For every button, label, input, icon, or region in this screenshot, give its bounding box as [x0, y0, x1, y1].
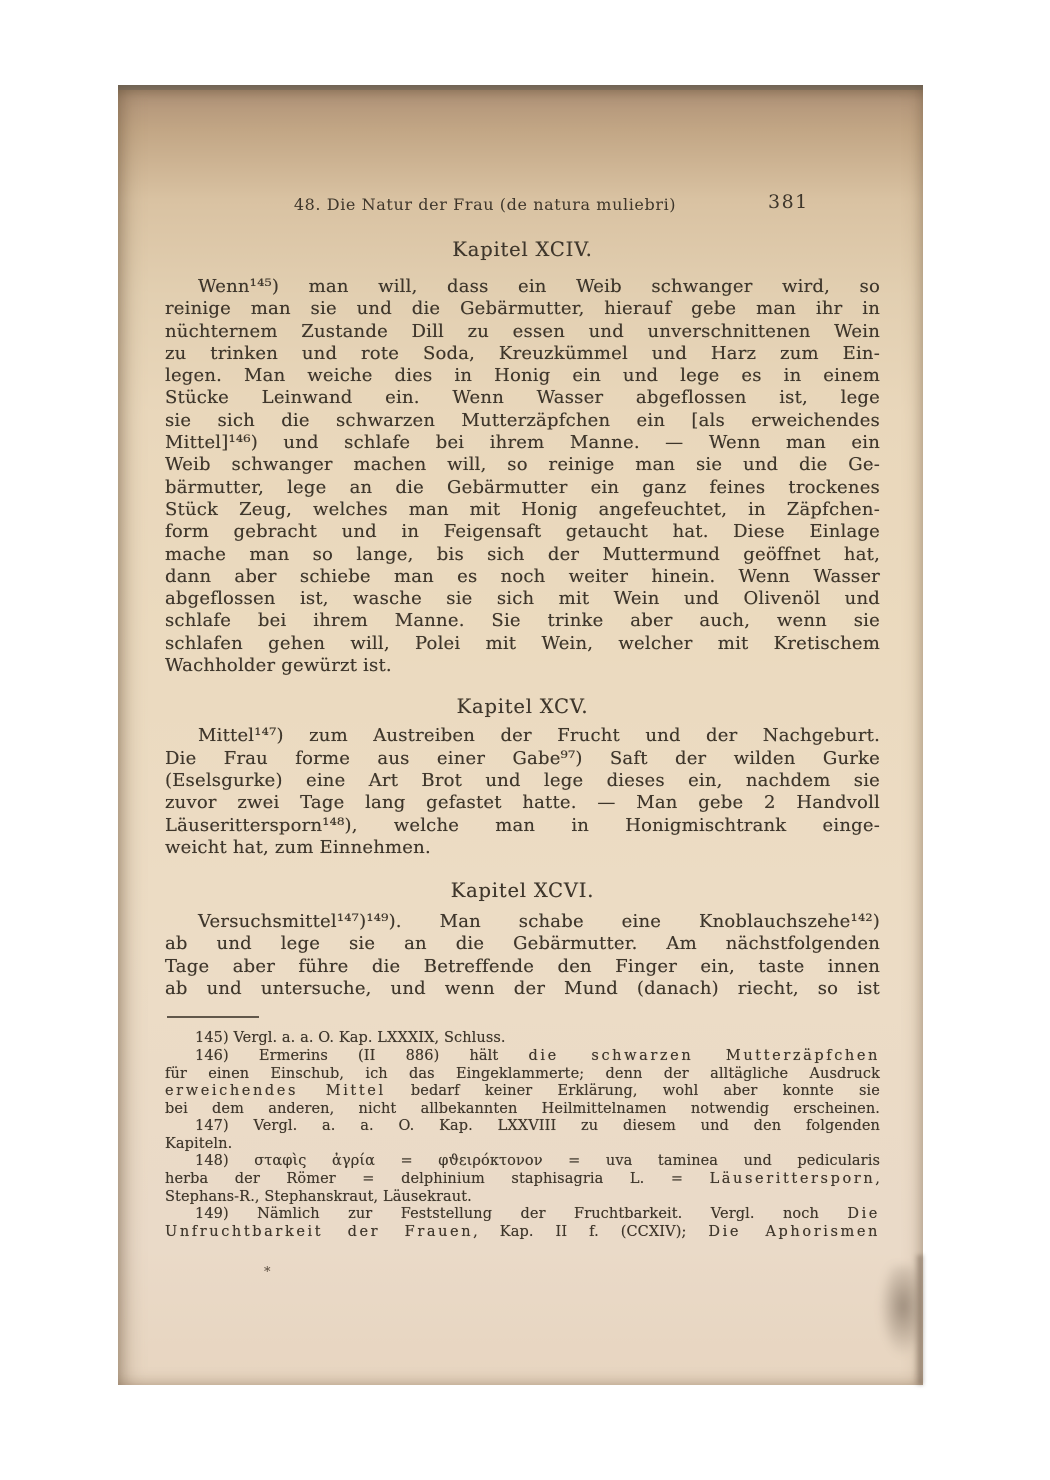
- footnote-line: [165, 1153, 880, 1171]
- page-curl-shadow: [879, 1265, 919, 1357]
- footnote-text: 146) Ermerins (II 886) hält: [195, 1047, 529, 1064]
- footnote-line: [165, 1066, 880, 1084]
- footnote-text: 147) Vergl. a. a. O. Kap. LXXVIII zu diesem und den folgenden: [195, 1118, 880, 1135]
- footnote-line: [165, 1030, 880, 1048]
- footnote-line: [165, 1136, 880, 1154]
- body-line: Stück Zeug, welches man mit Honig angefeuchtet, in Zäpfchen-: [165, 498, 880, 520]
- chapter-heading: Kapitel XCV.: [456, 695, 589, 719]
- printers-mark: *: [264, 1265, 271, 1280]
- footnote-text: 148) σταφὶς ἀγρία = φϑειρόκτονον = uva taminea und pedicularis: [195, 1153, 880, 1170]
- body-line: abgeflossen ist, wasche sie sich mit Wein und Olivenöl und: [165, 588, 880, 610]
- body-line: Wachholder gewürzt ist.: [165, 655, 392, 677]
- body-line: Wenn¹⁴⁵) man will, dass ein Weib schwanger wird, so: [198, 276, 880, 297]
- letterspaced-text: Unfruchtbarkeit der Frauen: [165, 1223, 474, 1240]
- body-line: Stücke Leinwand ein. Wenn Wasser abgeflossen ist, lege: [165, 387, 880, 409]
- body-line: form gebracht und in Feigensaft getaucht hat. Diese Einlage: [165, 521, 880, 543]
- letterspaced-text: Läuserittersporn: [709, 1171, 876, 1188]
- scanned-page: [118, 85, 923, 1385]
- body-line: legen. Man weiche dies in Honig ein und lege es in einem: [165, 365, 880, 387]
- running-header-title: 48. Die Natur der Frau (de natura muliebri): [293, 195, 677, 214]
- page-number: 381: [768, 191, 809, 213]
- footnote-line: [165, 1206, 880, 1224]
- chapter-section: [165, 879, 880, 1000]
- body-line: ab und lege sie an die Gebärmutter. Am nächstfolgenden: [165, 933, 880, 955]
- page-edge-shadow: [914, 1255, 923, 1385]
- footnote-divider: [167, 1016, 259, 1018]
- body-line: dann aber schiebe man es noch weiter hinein. Wenn Wasser: [165, 565, 880, 587]
- footnote-text: für einen Einschub, ich das Eingeklammerte; denn der alltägliche Ausdruck: [165, 1065, 880, 1082]
- footnote-text: ,: [875, 1171, 880, 1188]
- footnote-line: [165, 1083, 880, 1101]
- text-column: [165, 238, 880, 1241]
- body-line: reinige man sie und die Gebärmutter, hierauf gebe man ihr in: [165, 298, 880, 320]
- footnote-text: 149) Nämlich zur Feststellung der Fruchtbarkeit. Vergl. noch: [195, 1206, 848, 1223]
- footnote-text: bedarf keiner Erklärung, wohl aber konnte sie: [385, 1083, 880, 1100]
- footnote-line: [165, 1189, 880, 1207]
- body-line: Versuchsmittel¹⁴⁷)¹⁴⁹). Man schabe eine Knoblauchszehe¹⁴²): [198, 911, 880, 933]
- footnotes-block: [165, 1030, 880, 1241]
- footnote-text: herba der Römer = delphinium staphisagria L. =: [165, 1171, 710, 1188]
- letterspaced-text: erweichendes Mittel: [165, 1083, 386, 1100]
- body-line: sie sich die schwarzen Mutterzäpfchen ein [als erweichendes: [165, 409, 880, 431]
- body-line: Weib schwanger machen will, so reinige man sie und die Ge-: [165, 454, 880, 476]
- footnote-text: , Kap. II f. (CCXIV);: [473, 1223, 709, 1240]
- body-line: schlafen gehen will, Polei mit Wein, welcher mit Kretischem: [165, 632, 880, 654]
- chapter-heading: Kapitel XCVI.: [450, 879, 595, 903]
- body-line: Die Frau forme aus einer Gabe⁹⁷) Saft der wilden Gurke: [165, 747, 880, 769]
- body-line: Tage aber führe die Betreffende den Finger ein, taste innen: [165, 955, 880, 977]
- footnote-line: [165, 1048, 880, 1066]
- footnote-text: Kapiteln.: [165, 1135, 233, 1152]
- chapter-sections: [165, 238, 880, 1000]
- footnote-text: 145) Vergl. a. a. O. Kap. LXXXIX, Schluss.: [195, 1030, 506, 1047]
- body-line: Mittel]¹⁴⁶) und schlafe bei ihrem Manne. — Wenn man ein: [165, 432, 880, 454]
- body-line: schlafe bei ihrem Manne. Sie trinke aber auch, wenn sie: [165, 610, 880, 632]
- body-line: Mittel¹⁴⁷) zum Austreiben der Frucht und der Nachgeburt.: [198, 725, 880, 747]
- body-line: bärmutter, lege an die Gebärmutter ein ganz feines trockenes: [165, 476, 880, 498]
- chapter-section: [165, 695, 880, 859]
- footnote-text: Stephans-R., Stephanskraut, Läusekraut.: [165, 1188, 472, 1205]
- letterspaced-text: Die Aphorismen: [708, 1223, 880, 1240]
- body-line: weicht hat, zum Einnehmen.: [165, 836, 431, 858]
- footnote-line: [165, 1171, 880, 1189]
- footnote-line: [165, 1118, 880, 1136]
- chapter-heading: Kapitel XCIV.: [452, 238, 593, 261]
- body-line: Läuserittersporn¹⁴⁸), welche man in Honigmischtrank einge-: [165, 814, 880, 836]
- body-line: ab und untersuche, und wenn der Mund (danach) riecht, so ist: [165, 978, 880, 1000]
- body-line: nüchternem Zustande Dill zu essen und unverschnittenen Wein: [165, 320, 880, 342]
- body-line: (Eselsgurke) eine Art Brot und lege dieses ein, nachdem sie: [165, 769, 880, 791]
- chapter-section: [165, 238, 880, 677]
- body-line: zu trinken und rote Soda, Kreuzkümmel und Harz zum Ein-: [165, 342, 880, 364]
- footnote-text: bei dem anderen, nicht allbekannten Heilmittelnamen notwendig erscheinen.: [165, 1100, 880, 1117]
- footnote-line: [165, 1224, 880, 1242]
- letterspaced-text: die schwarzen Mutterzäpfchen: [528, 1047, 880, 1064]
- body-line: mache man so lange, bis sich der Muttermund geöffnet hat,: [165, 543, 880, 565]
- body-line: zuvor zwei Tage lang gefastet hatte. — Man gebe 2 Handvoll: [165, 792, 880, 814]
- letterspaced-text: Die: [847, 1206, 880, 1223]
- footnote-line: [165, 1101, 880, 1119]
